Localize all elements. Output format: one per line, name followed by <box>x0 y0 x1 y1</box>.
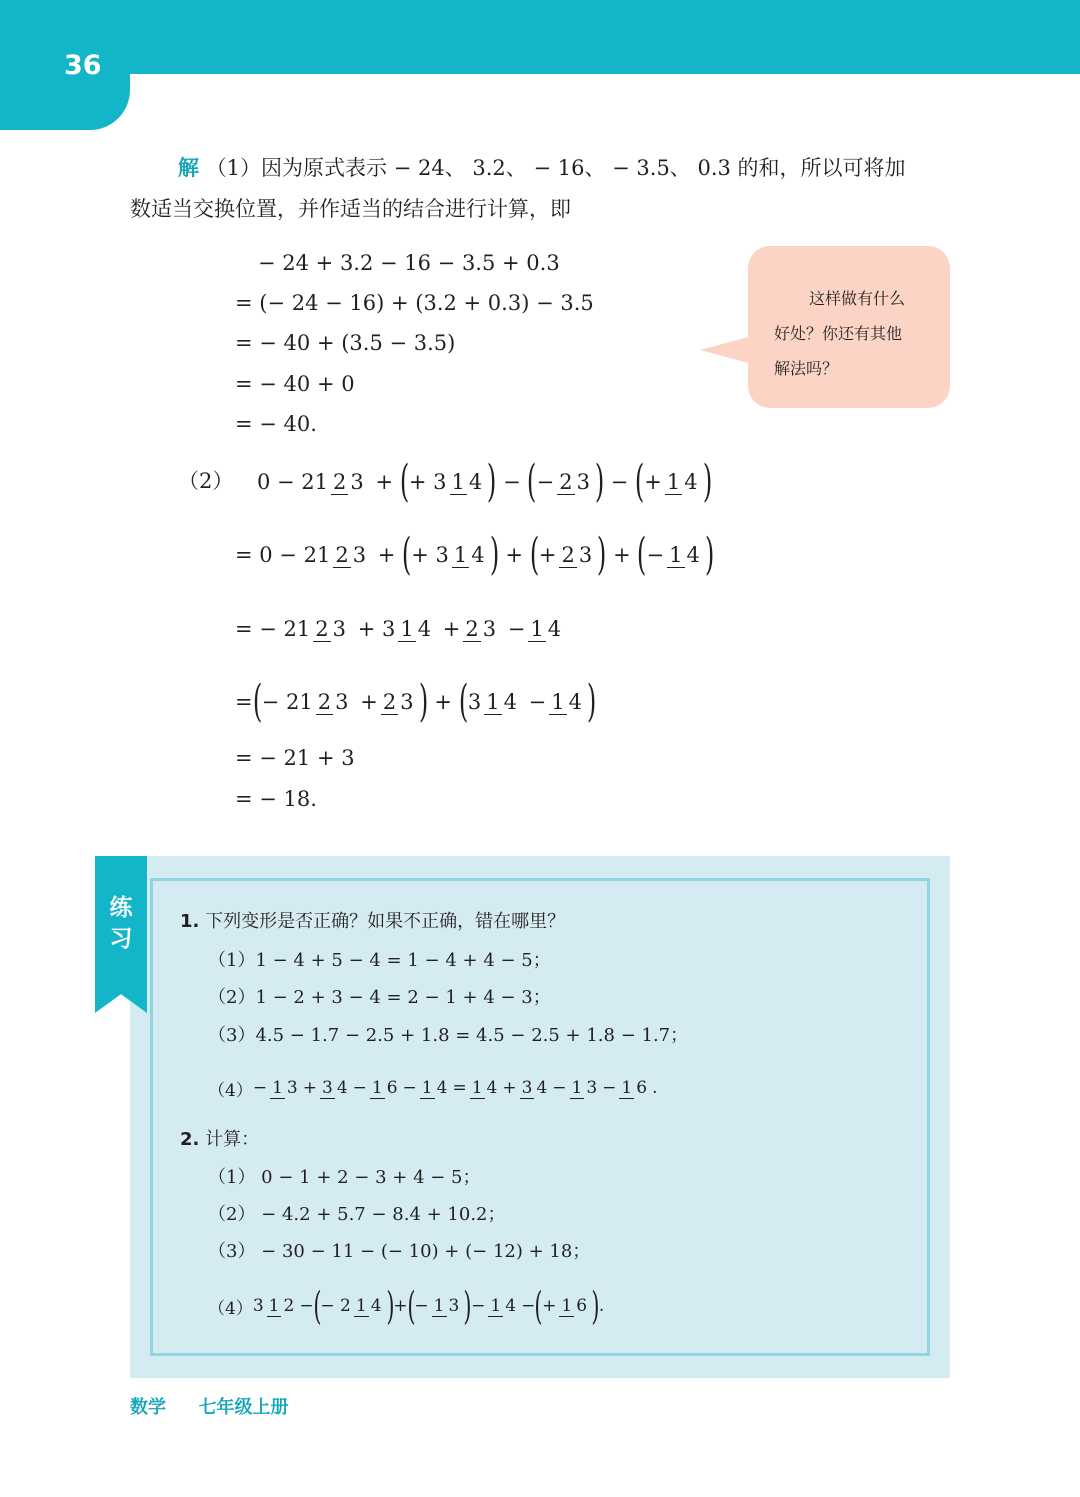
solution-intro-line1: 解 （1）因为原式表示 − 24、 3.2、 − 16、 − 3.5、 0.3 的和，所以可将加 <box>178 156 906 180</box>
part2-step-3: = − 21 2 3 + 3 1 4 + 2 3 − 1 4 <box>235 616 562 641</box>
part2-label: （2） <box>178 469 234 493</box>
q2-item-4: （4） 3 1 2 − ( − 2 1 4 ) + ( − 1 3 ) − 1 4 − ( + 1 6 ) . <box>208 1284 605 1328</box>
part2-step-5: = − 21 + 3 <box>235 746 355 770</box>
part2-step-6: = − 18. <box>235 787 317 811</box>
part1-step: = − 40 + 0 <box>235 372 355 396</box>
bubble-text-line1: 这样做有什么 <box>809 289 906 308</box>
exercise-tab-label: 练 习 <box>109 895 133 952</box>
solution-intro-line2: 数适当交换位置，并作适当的结合进行计算，即 <box>130 197 571 221</box>
q2-item: （1） 0 − 1 + 2 − 3 + 4 − 5； <box>208 1167 481 1188</box>
header-bar <box>0 0 1080 74</box>
q2-item: （2） − 4.2 + 5.7 − 8.4 + 10.2； <box>208 1204 506 1225</box>
q1-item-4: （4） − 1 3 + 3 4 − 1 6 − 1 4 = 1 4 + 3 4 − 1 3 − 1 6 . <box>208 1077 658 1101</box>
footer-subject: 数学 <box>130 1397 166 1418</box>
q2-item: （3） − 30 − 11 − (− 10) + (− 12) + 18； <box>208 1241 591 1262</box>
part2-step-1: 0 − 21 2 3 + ( + 3 1 4 ) − ( − 2 3 ) − ( + 1 4 ) <box>257 456 712 507</box>
footer <box>130 1393 289 1419</box>
q1-item: （3）4.5 − 1.7 − 2.5 + 1.8 = 4.5 − 2.5 + 1.8 − 1.7； <box>208 1025 689 1046</box>
part1-step: = − 40 + (3.5 − 3.5) <box>235 331 456 355</box>
bubble-text-line2: 好处？你还有其他 <box>774 324 903 343</box>
part1-step: = − 40. <box>235 412 317 436</box>
solution-label: 解 <box>178 156 199 180</box>
part2-step-2: = 0 − 21 2 3 + ( + 3 1 4 ) + ( + 2 3 ) + ( − 1 4 ) <box>235 529 715 580</box>
speech-bubble-tail <box>700 336 752 364</box>
exercise-q1: 1. 下列变形是否正确？如果不正确，错在哪里？ <box>180 911 566 932</box>
part2-step-4: = ( − 21 2 3 + 2 3 ) + ( 3 1 4 − 1 4 ) <box>235 676 597 727</box>
q1-item: （1）1 − 4 + 5 − 4 = 1 − 4 + 4 − 5； <box>208 950 551 971</box>
page-number: 36 <box>64 50 102 81</box>
footer-grade: 七年级上册 <box>198 1397 289 1418</box>
q1-item: （2）1 − 2 + 3 − 4 = 2 − 1 + 4 − 3； <box>208 987 551 1008</box>
bubble-text-line3: 解法吗？ <box>774 359 839 378</box>
part1-step: = (− 24 − 16) + (3.2 + 0.3) − 3.5 <box>235 291 594 315</box>
part1-step: − 24 + 3.2 − 16 − 3.5 + 0.3 <box>258 251 560 275</box>
exercise-q2: 2. 计算： <box>180 1129 260 1150</box>
